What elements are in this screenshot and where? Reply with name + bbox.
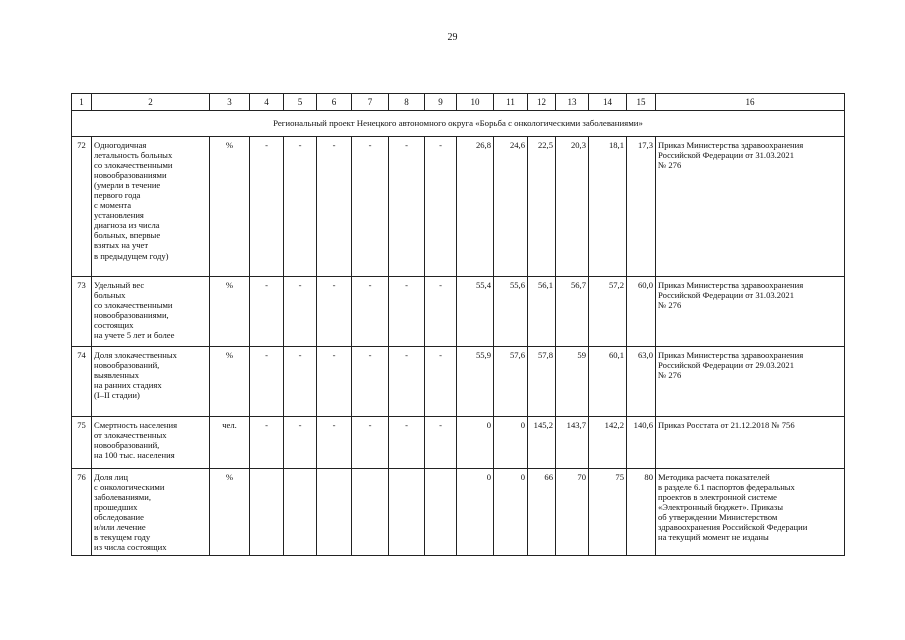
value-cell: 57,6 — [494, 347, 528, 417]
value-cell: 26,8 — [457, 137, 494, 277]
header-cell: 15 — [627, 94, 656, 111]
value-cell: 80 — [627, 469, 656, 556]
header-cell: 13 — [556, 94, 589, 111]
value-cell: 143,7 — [556, 417, 589, 469]
indicator-name: Одногодичная летальность больных со злокачественными новообразованиями (умерли в течение первого года с момента установления диагноза из числа больных, впервые взятых на учет в предыдущем году) — [92, 137, 210, 277]
unit-cell: % — [210, 347, 250, 417]
value-cell — [250, 469, 284, 556]
value-cell: 66 — [528, 469, 556, 556]
value-cell: 55,9 — [457, 347, 494, 417]
value-cell: - — [250, 417, 284, 469]
header-cell: 7 — [352, 94, 389, 111]
header-cell: 1 — [72, 94, 92, 111]
value-cell — [425, 469, 457, 556]
value-cell: - — [352, 277, 389, 347]
table-row — [72, 277, 845, 347]
value-cell: 17,3 — [627, 137, 656, 277]
row-number: 72 — [72, 137, 92, 277]
value-cell: 57,8 — [528, 347, 556, 417]
source-document: Приказ Министерства здравоохранения Российской Федерации от 31.03.2021 № 276 — [656, 137, 845, 277]
value-cell: - — [284, 347, 317, 417]
value-cell: 0 — [494, 469, 528, 556]
header-row — [72, 94, 845, 111]
table-row — [72, 137, 845, 277]
value-cell: - — [284, 417, 317, 469]
value-cell: - — [317, 417, 352, 469]
unit-cell: % — [210, 469, 250, 556]
value-cell: 20,3 — [556, 137, 589, 277]
source-document: Приказ Министерства здравоохранения Российской Федерации от 31.03.2021 № 276 — [656, 277, 845, 347]
table-row — [72, 347, 845, 417]
value-cell: 140,6 — [627, 417, 656, 469]
value-cell: - — [284, 137, 317, 277]
value-cell: - — [389, 417, 425, 469]
value-cell — [389, 469, 425, 556]
value-cell: - — [425, 137, 457, 277]
value-cell: 22,5 — [528, 137, 556, 277]
header-cell: 3 — [210, 94, 250, 111]
value-cell: 18,1 — [589, 137, 627, 277]
table-row — [72, 469, 845, 556]
value-cell: 0 — [457, 417, 494, 469]
indicator-name: Доля лиц с онкологическими заболеваниями, прошедших обследование и/или лечение в текущем году из числа состоящих — [92, 469, 210, 556]
unit-cell: % — [210, 137, 250, 277]
value-cell: 142,2 — [589, 417, 627, 469]
value-cell — [352, 469, 389, 556]
value-cell: 0 — [494, 417, 528, 469]
table-row — [72, 417, 845, 469]
value-cell: 24,6 — [494, 137, 528, 277]
header-cell: 6 — [317, 94, 352, 111]
value-cell: - — [425, 417, 457, 469]
section-row — [72, 111, 845, 137]
value-cell: 56,7 — [556, 277, 589, 347]
value-cell: - — [352, 137, 389, 277]
value-cell: 59 — [556, 347, 589, 417]
value-cell: - — [425, 347, 457, 417]
section-title: Региональный проект Ненецкого автономного округа «Борьба с онкологическими заболеваниями» — [72, 111, 845, 137]
value-cell: - — [250, 137, 284, 277]
value-cell: - — [352, 347, 389, 417]
header-cell: 5 — [284, 94, 317, 111]
source-document: Приказ Министерства здравоохранения Российской Федерации от 29.03.2021 № 276 — [656, 347, 845, 417]
unit-cell: % — [210, 277, 250, 347]
value-cell: 55,6 — [494, 277, 528, 347]
header-cell: 4 — [250, 94, 284, 111]
value-cell: 63,0 — [627, 347, 656, 417]
value-cell: - — [425, 277, 457, 347]
value-cell — [317, 469, 352, 556]
value-cell: 75 — [589, 469, 627, 556]
value-cell: 55,4 — [457, 277, 494, 347]
value-cell: 57,2 — [589, 277, 627, 347]
value-cell: 145,2 — [528, 417, 556, 469]
row-number: 75 — [72, 417, 92, 469]
value-cell: - — [389, 137, 425, 277]
header-cell: 16 — [656, 94, 845, 111]
row-number: 74 — [72, 347, 92, 417]
unit-cell: чел. — [210, 417, 250, 469]
value-cell: - — [284, 277, 317, 347]
header-cell: 8 — [389, 94, 425, 111]
value-cell: - — [389, 277, 425, 347]
header-cell: 12 — [528, 94, 556, 111]
indicator-name: Доля злокачественных новообразований, выявленных на ранних стадиях (I–II стадии) — [92, 347, 210, 417]
value-cell: - — [250, 277, 284, 347]
value-cell: - — [317, 137, 352, 277]
value-cell: 70 — [556, 469, 589, 556]
value-cell: - — [352, 417, 389, 469]
value-cell: 56,1 — [528, 277, 556, 347]
row-number: 73 — [72, 277, 92, 347]
value-cell: - — [389, 347, 425, 417]
page-number: 29 — [447, 32, 458, 43]
header-cell: 11 — [494, 94, 528, 111]
indicator-name: Удельный вес больных со злокачественными новообразованиями, состоящих на учете 5 лет и более — [92, 277, 210, 347]
row-number: 76 — [72, 469, 92, 556]
value-cell: 60,1 — [589, 347, 627, 417]
indicator-name: Смертность населения от злокачественных новообразований, на 100 тыс. населения — [92, 417, 210, 469]
value-cell: 60,0 — [627, 277, 656, 347]
header-cell: 9 — [425, 94, 457, 111]
value-cell: - — [317, 277, 352, 347]
header-cell: 14 — [589, 94, 627, 111]
value-cell: 0 — [457, 469, 494, 556]
header-cell: 2 — [92, 94, 210, 111]
header-cell: 10 — [457, 94, 494, 111]
value-cell: - — [250, 347, 284, 417]
indicators-table — [71, 93, 845, 556]
source-document: Методика расчета показателей в разделе 6.1 паспортов федеральных проектов в электронной системе «Электронный бюджет». Приказы об утверждении Министерством здравоохранения Российской Федерации на текущий момент не изданы — [656, 469, 845, 556]
value-cell — [284, 469, 317, 556]
source-document: Приказ Росстата от 21.12.2018 № 756 — [656, 417, 845, 469]
value-cell: - — [317, 347, 352, 417]
